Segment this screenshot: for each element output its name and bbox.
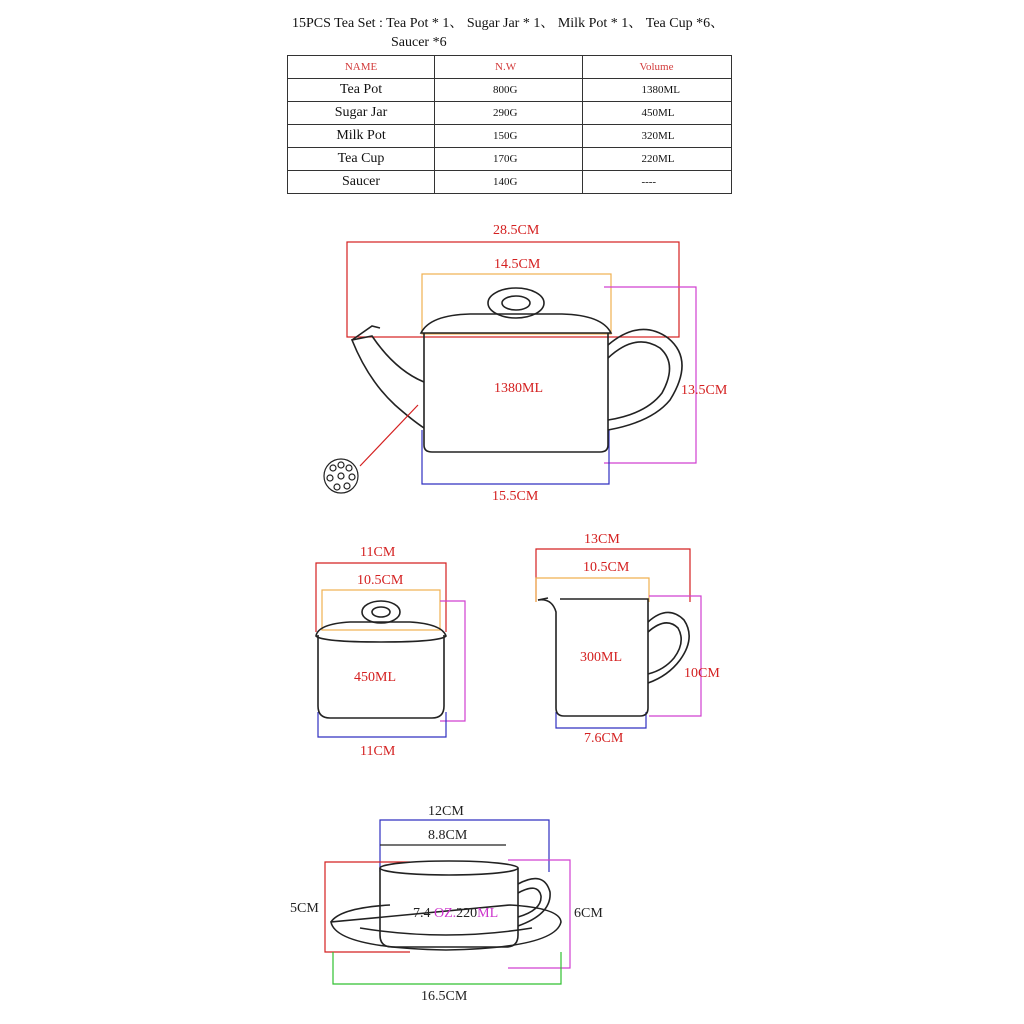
col-header-name: NAME [288,56,435,79]
sugar-jar-volume-label: 450ML [354,670,396,685]
cup-rim-width-label: 8.8CM [428,828,468,843]
sugar-jar-knob [362,601,400,623]
teapot-spout [352,336,424,428]
cup-width-label: 12CM [428,804,464,819]
teapot-outline [352,288,682,452]
sugar-jar-outline [316,601,446,718]
strainer-icon [324,459,358,493]
teapot-lid-width-label: 14.5CM [494,257,541,272]
cup-rim [380,861,518,875]
cup-handle-inner [518,888,541,917]
row-volume: ---- [583,171,732,194]
col-header-nw: N.W [435,56,583,79]
row-nw: 290G [435,102,583,125]
row-nw: 170G [435,148,583,171]
sugar-jar-base-bracket [318,712,446,737]
teapot-handle-outer [608,329,682,430]
milk-pot-width-label: 13CM [584,532,620,547]
cup-volume-ml-unit: ML [477,906,499,921]
row-name: Saucer [288,171,435,194]
row-nw: 140G [435,171,583,194]
milk-pot-base-width-label: 7.6CM [584,731,624,746]
milk-pot-volume-label: 300ML [580,650,622,665]
cup-volume-label [413,906,498,922]
sugar-jar-lid-width-label: 10.5CM [357,573,404,588]
strainer-pointer [360,405,418,466]
saucer-well [360,928,532,935]
teapot-handle-inner [608,342,670,420]
cup-height-label: 5CM [290,901,319,916]
sugar-jar-base-width-label: 11CM [360,744,396,759]
milk-pot-base-bracket [556,712,646,728]
teapot-lid [421,314,611,333]
teapot-total-width-label: 28.5CM [493,223,540,238]
teapot-height-bracket [604,287,696,463]
total-height-label: 6CM [574,906,603,921]
sugar-jar-lid [316,622,446,642]
row-volume: 1380ML [583,79,732,102]
row-name: Sugar Jar [288,102,435,125]
sugar-jar-width-label: 11CM [360,545,396,560]
row-nw: 150G [435,125,583,148]
row-volume: 220ML [583,148,732,171]
teapot-knob-hole [502,296,530,310]
cup-volume-oz-unit: OZ. [434,906,457,921]
saucer-width-label: 16.5CM [421,989,468,1004]
row-name: Tea Cup [288,148,435,171]
cup-volume-oz-number: 7.4 [413,906,431,921]
col-header-volume: Volume [583,56,732,79]
row-name: Tea Pot [288,79,435,102]
cup-handle-outer [518,879,550,926]
teapot-volume-label: 1380ML [494,381,543,396]
row-volume: 450ML [583,102,732,125]
row-volume: 320ML [583,125,732,148]
set-title-line1: 15PCS Tea Set : Tea Pot * 1、 Sugar Jar * 1、 Milk Pot * 1、 Tea Cup *6、 [292,16,725,31]
teapot-lid-bracket [422,274,611,334]
teapot-base-bracket [422,430,609,484]
teapot-base-width-label: 15.5CM [492,489,539,504]
cup-volume-ml-number: 220 [456,906,478,921]
set-title-line2: Saucer *6 [391,35,447,50]
sugar-jar-knob-hole [372,607,390,617]
row-name: Milk Pot [288,125,435,148]
row-nw: 800G [435,79,583,102]
milk-pot-height-label: 10CM [684,666,720,681]
teapot-height-label: 13.5CM [681,383,728,398]
milk-pot-top-width-label: 10.5CM [583,560,630,575]
milk-pot-handle-inner [648,623,681,674]
